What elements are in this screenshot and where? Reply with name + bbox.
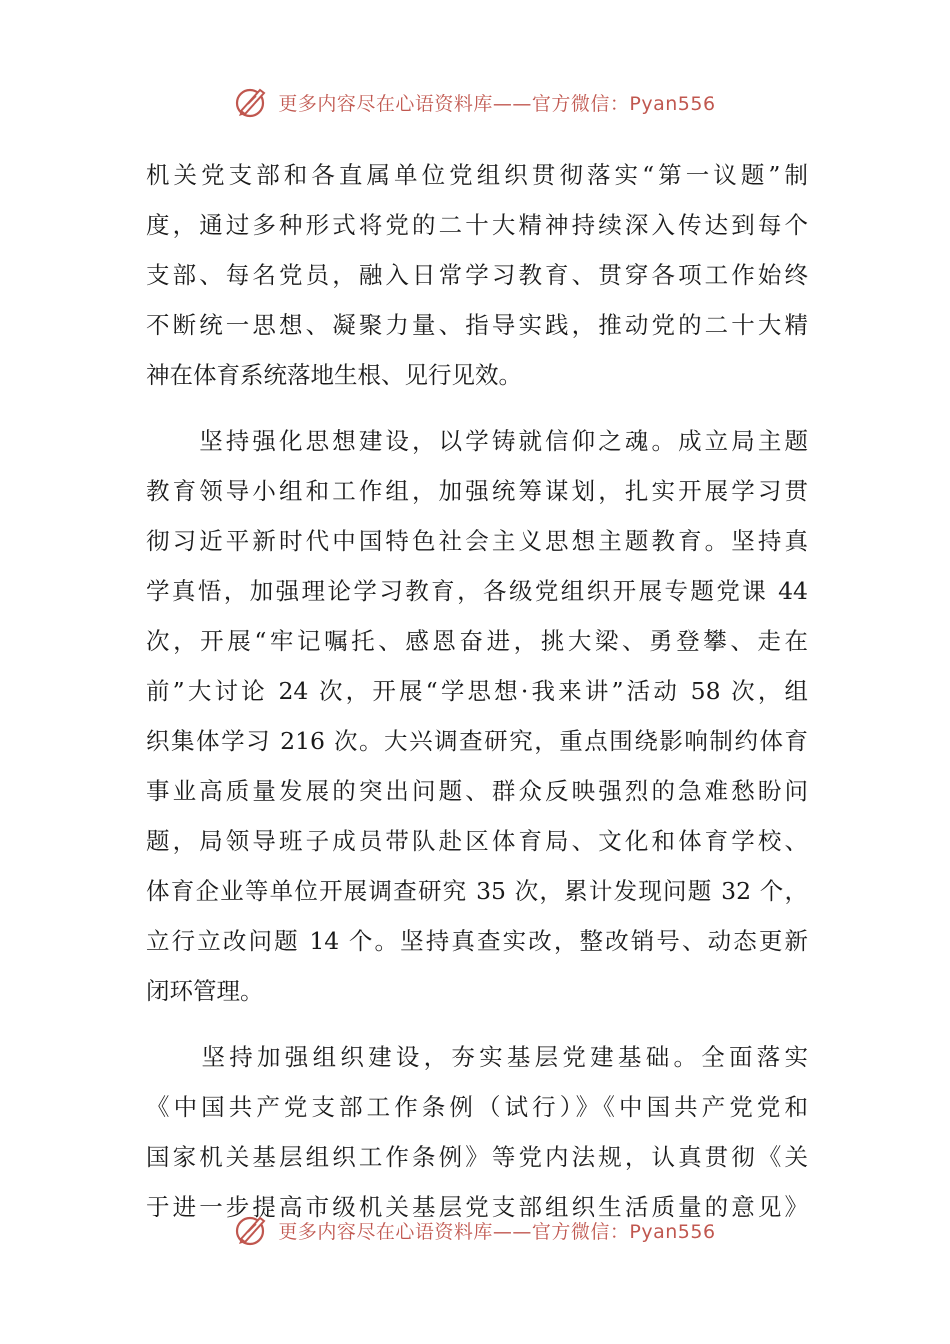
text-line: 坚持强化思想建设，以学铸就信仰之魂。成立局主题 bbox=[146, 427, 808, 455]
text-line: 闭环管理。 bbox=[146, 977, 264, 1005]
text-line: 教育领导小组和工作组，加强统筹谋划，扎实开展学习贯 bbox=[146, 477, 808, 505]
text-line: 于进一步提高市级机关基层党支部组织生活质量的意见》 bbox=[146, 1193, 808, 1221]
pen-quill-logo-icon bbox=[234, 84, 270, 120]
document-body bbox=[146, 150, 808, 1232]
text-line: 《中国共产党支部工作条例（试行）》《中国共产党党和 bbox=[146, 1093, 808, 1121]
watermark-text: 更多内容尽在心语资料库——官方微信：Pyan556 bbox=[278, 1220, 716, 1243]
watermark-text: 更多内容尽在心语资料库——官方微信：Pyan556 bbox=[278, 92, 716, 115]
text-line: 国家机关基层组织工作条例》等党内法规，认真贯彻《关 bbox=[146, 1143, 808, 1171]
text-line: 支部、每名党员，融入日常学习教育、贯穿各项工作始终 bbox=[146, 261, 808, 289]
paragraph bbox=[146, 416, 808, 1016]
text-line: 立行立改问题 14 个。坚持真查实改，整改销号、动态更新 bbox=[146, 927, 808, 955]
text-line: 彻习近平新时代中国特色社会主义思想主题教育。坚持真 bbox=[146, 527, 808, 555]
paragraph bbox=[146, 1032, 808, 1232]
text-line: 织集体学习 216 次。大兴调查研究，重点围绕影响制约体育 bbox=[146, 727, 808, 755]
header-watermark-banner bbox=[0, 82, 950, 122]
text-line: 坚持加强组织建设，夯实基层党建基础。全面落实 bbox=[146, 1043, 808, 1071]
text-line: 不断统一思想、凝聚力量、指导实践，推动党的二十大精 bbox=[146, 311, 808, 339]
text-line: 学真悟，加强理论学习教育，各级党组织开展专题党课 44 bbox=[146, 577, 808, 605]
paragraph bbox=[146, 150, 808, 400]
text-line: 度，通过多种形式将党的二十大精神持续深入传达到每个 bbox=[146, 211, 808, 239]
footer-watermark-banner bbox=[0, 1210, 950, 1250]
text-line: 题，局领导班子成员带队赴区体育局、文化和体育学校、 bbox=[146, 827, 808, 855]
text-line: 次，开展“牢记嘱托、感恩奋进，挑大梁、勇登攀、走在 bbox=[146, 627, 808, 655]
pen-quill-logo-icon bbox=[234, 1212, 270, 1248]
text-line: 事业高质量发展的突出问题、群众反映强烈的急难愁盼问 bbox=[146, 777, 808, 805]
text-line: 机关党支部和各直属单位党组织贯彻落实“第一议题”制 bbox=[146, 161, 808, 189]
text-line: 前”大讨论 24 次，开展“学思想·我来讲”活动 58 次，组 bbox=[146, 677, 808, 705]
text-line: 神在体育系统落地生根、见行见效。 bbox=[146, 361, 522, 389]
text-line: 体育企业等单位开展调查研究 35 次，累计发现问题 32 个， bbox=[146, 877, 808, 905]
